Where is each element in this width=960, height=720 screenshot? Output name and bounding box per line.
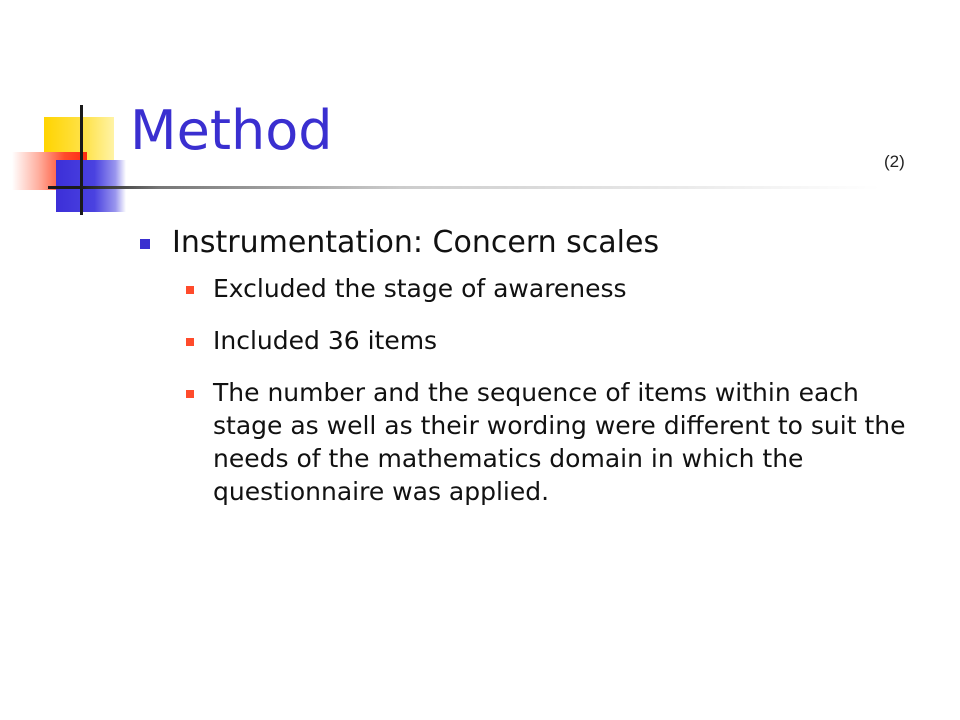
sub-bullet-item <box>184 272 926 305</box>
page-number: (2) <box>884 152 905 171</box>
sub-bullet-item <box>184 376 926 508</box>
vertical-rule <box>80 105 83 215</box>
bullet-item <box>136 224 926 262</box>
square-bullet-icon <box>186 286 194 294</box>
decorative-logo <box>0 0 140 230</box>
title-divider <box>80 186 880 189</box>
sub-bullet-text: The number and the sequence of items within each stage as well as their wording were different to suit the needs of the mathematics domain in which the questionnaire was applied. <box>213 378 906 506</box>
square-bullet-icon <box>140 239 150 249</box>
sub-bullet-list <box>136 272 926 508</box>
sub-bullet-item <box>184 324 926 357</box>
sub-bullet-text: Excluded the stage of awareness <box>213 274 627 303</box>
square-bullet-icon <box>186 390 194 398</box>
sub-bullet-text: Included 36 items <box>213 326 438 355</box>
bullet-list <box>136 224 926 527</box>
slide-title: Method <box>130 99 333 162</box>
square-bullet-icon <box>186 338 194 346</box>
bullet-text: Instrumentation: Concern scales <box>172 225 660 260</box>
